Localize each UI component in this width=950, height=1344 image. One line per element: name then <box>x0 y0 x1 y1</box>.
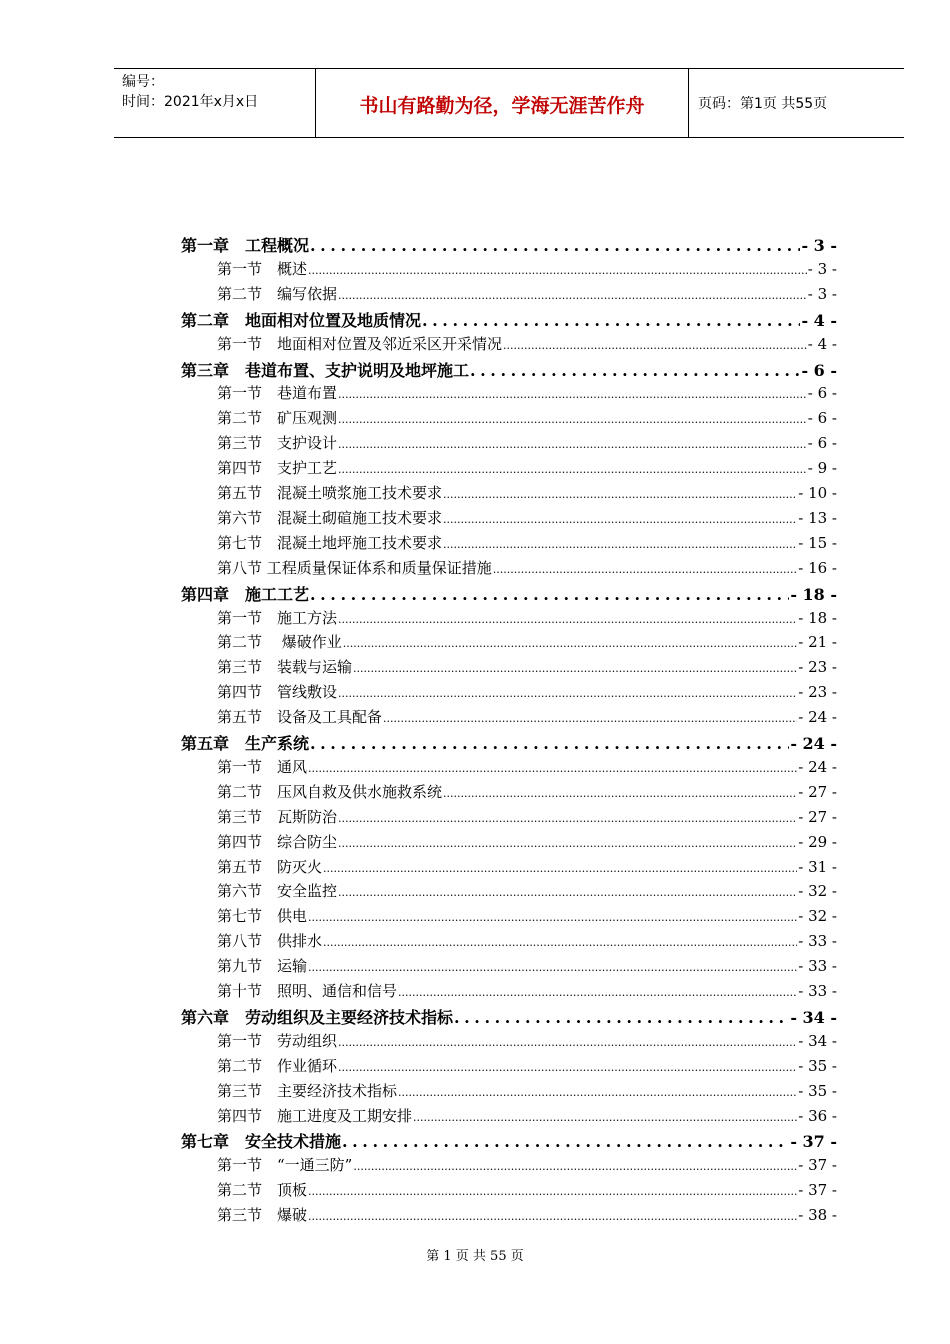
toc-entry-page: - 3 - <box>807 285 837 303</box>
toc-entry-title: 第五节 设备及工具配备 <box>217 708 383 726</box>
toc-dot-leader <box>338 609 797 627</box>
toc-section-entry[interactable] <box>217 905 837 929</box>
toc-entry-title: 第一节 地面相对位置及邻近采区开采情况 <box>217 335 503 353</box>
toc-dot-leader <box>308 907 797 925</box>
toc-chapter-entry[interactable] <box>181 582 837 606</box>
toc-dot-leader <box>443 509 797 527</box>
toc-dot-leader <box>338 459 807 477</box>
toc-section-entry[interactable] <box>217 407 837 431</box>
toc-dot-leader <box>470 361 800 380</box>
toc-entry-page: - 9 - <box>807 459 837 477</box>
toc-section-entry[interactable] <box>217 1030 837 1054</box>
toc-entry-title: 第六节 安全监控 <box>217 882 338 900</box>
toc-entry-page: - 23 - <box>798 658 837 676</box>
toc-entry-title: 第五章 生产系统 <box>181 734 310 753</box>
toc-entry-page: - 6 - <box>801 361 837 380</box>
toc-dot-leader <box>338 434 807 452</box>
toc-dot-leader <box>338 1057 797 1075</box>
toc-dot-leader <box>308 758 797 776</box>
toc-section-entry[interactable] <box>217 806 837 830</box>
toc-entry-title: 第六节 混凝土砌碹施工技术要求 <box>217 509 443 527</box>
toc-dot-leader <box>338 683 797 701</box>
toc-dot-leader <box>413 1107 797 1125</box>
toc-entry-page: - 34 - <box>790 1008 837 1027</box>
toc-dot-leader <box>338 285 807 303</box>
toc-section-entry[interactable] <box>217 1179 837 1203</box>
toc-entry-page: - 29 - <box>798 833 837 851</box>
toc-entry-title: 第二节 顶板 <box>217 1181 308 1199</box>
toc-dot-leader <box>353 658 797 676</box>
toc-dot-leader <box>398 1082 797 1100</box>
toc-section-entry[interactable] <box>217 980 837 1004</box>
toc-entry-title: 第一节 巷道布置 <box>217 384 338 402</box>
toc-entry-page: - 3 - <box>801 236 837 255</box>
toc-entry-page: - 6 - <box>807 409 837 427</box>
toc-entry-title: 第一节 通风 <box>217 758 308 776</box>
toc-entry-page: - 6 - <box>807 434 837 452</box>
toc-chapter-entry[interactable] <box>181 1129 837 1153</box>
toc-entry-title: 第八节 供排水 <box>217 932 323 950</box>
toc-dot-leader <box>443 783 797 801</box>
toc-entry-title: 第三节 装载与运输 <box>217 658 353 676</box>
toc-entry-page: - 33 - <box>798 982 837 1000</box>
toc-section-entry[interactable] <box>217 283 837 307</box>
toc-entry-title: 第三章 巷道布置、支护说明及地坪施工 <box>181 361 470 380</box>
header-motto-cell <box>316 69 689 137</box>
toc-entry-page: - 27 - <box>798 783 837 801</box>
toc-section-entry[interactable] <box>217 955 837 979</box>
toc-dot-leader <box>308 957 797 975</box>
toc-entry-title: 第八节 工程质量保证体系和质量保证措施 <box>217 559 492 577</box>
toc-entry-page: - 15 - <box>798 534 837 552</box>
toc-entry-page: - 18 - <box>798 609 837 627</box>
toc-entry-page: - 18 - <box>790 585 837 604</box>
toc-entry-page: - 13 - <box>798 509 837 527</box>
toc-entry-title: 第二节 矿压观测 <box>217 409 338 427</box>
toc-dot-leader <box>310 236 800 255</box>
toc-entry-page: - 33 - <box>798 932 837 950</box>
toc-entry-page: - 10 - <box>798 484 837 502</box>
toc-entry-page: - 31 - <box>798 858 837 876</box>
toc-entry-title: 第四节 综合防尘 <box>217 833 338 851</box>
toc-section-entry[interactable] <box>217 1105 837 1129</box>
toc-section-entry[interactable] <box>217 1055 837 1079</box>
header-motto: 书山有路勤为径，学海无涯苦作舟 <box>359 95 645 117</box>
toc-section-entry[interactable] <box>217 1154 837 1178</box>
toc-entry-page: - 27 - <box>798 808 837 826</box>
toc-chapter-entry[interactable] <box>181 308 837 332</box>
toc-dot-leader <box>310 734 789 753</box>
toc-dot-leader <box>308 1181 797 1199</box>
toc-dot-leader <box>343 633 797 651</box>
toc-entry-title: 第四节 管线敷设 <box>217 683 338 701</box>
toc-entry-title: 第一节 劳动组织 <box>217 1032 338 1050</box>
toc-entry-title: 第一节 概述 <box>217 260 308 278</box>
toc-entry-page: - 4 - <box>801 311 837 330</box>
toc-entry-title: 第四节 支护工艺 <box>217 459 338 477</box>
toc-dot-leader <box>338 808 797 826</box>
toc-dot-leader <box>342 1132 789 1151</box>
header-page-info: 页码：第1页 共55页 <box>698 96 828 112</box>
toc-section-entry[interactable] <box>217 532 837 556</box>
toc-section-entry[interactable] <box>217 856 837 880</box>
toc-section-entry[interactable] <box>217 432 837 456</box>
toc-entry-page: - 3 - <box>807 260 837 278</box>
toc-section-entry[interactable] <box>217 930 837 954</box>
toc-entry-title: 第二章 地面相对位置及地质情况 <box>181 311 422 330</box>
toc-dot-leader <box>338 409 807 427</box>
toc-entry-page: - 4 - <box>807 335 837 353</box>
toc-dot-leader <box>443 484 797 502</box>
toc-entry-page: - 36 - <box>798 1107 837 1125</box>
toc-entry-title: 第二节 作业循环 <box>217 1057 338 1075</box>
toc-entry-title: 第九节 运输 <box>217 957 308 975</box>
toc-dot-leader <box>503 335 807 353</box>
toc-section-entry[interactable] <box>217 258 837 282</box>
page-header <box>114 68 904 138</box>
toc-entry-title: 第六章 劳动组织及主要经济技术指标 <box>181 1008 454 1027</box>
toc-entry-page: - 33 - <box>798 957 837 975</box>
toc-section-entry[interactable] <box>217 880 837 904</box>
toc-entry-title: 第三节 瓦斯防治 <box>217 808 338 826</box>
toc-entry-title: 第二节 压风自救及供水施救系统 <box>217 783 443 801</box>
toc-entry-title: 第三节 主要经济技术指标 <box>217 1082 398 1100</box>
page-footer: 第 1 页 共 55 页 <box>426 1249 524 1264</box>
document-time-label: 时间：2021年x月x日 <box>122 94 259 110</box>
toc-entry-page: - 6 - <box>807 384 837 402</box>
toc-section-entry[interactable] <box>217 656 837 680</box>
toc-dot-leader <box>308 1206 797 1224</box>
toc-entry-title: 第五节 防灭火 <box>217 858 323 876</box>
toc-entry-title: 第一节 施工方法 <box>217 609 338 627</box>
toc-dot-leader <box>308 260 807 278</box>
toc-entry-page: - 24 - <box>798 708 837 726</box>
toc-entry-title: 第三节 支护设计 <box>217 434 338 452</box>
toc-entry-page: - 32 - <box>798 882 837 900</box>
toc-entry-page: - 35 - <box>798 1082 837 1100</box>
toc-entry-title: 第四章 施工工艺 <box>181 585 310 604</box>
toc-dot-leader <box>338 882 797 900</box>
toc-entry-page: - 24 - <box>798 758 837 776</box>
toc-entry-page: - 34 - <box>798 1032 837 1050</box>
toc-chapter-entry[interactable] <box>181 731 837 755</box>
toc-chapter-entry[interactable] <box>181 233 837 257</box>
toc-section-entry[interactable] <box>217 333 837 357</box>
toc-section-entry[interactable] <box>217 756 837 780</box>
toc-entry-page: - 35 - <box>798 1057 837 1075</box>
toc-dot-leader <box>310 585 789 604</box>
toc-entry-page: - 38 - <box>798 1206 837 1224</box>
toc-entry-title: 第三节 爆破 <box>217 1206 308 1224</box>
toc-section-entry[interactable] <box>217 1204 837 1228</box>
toc-dot-leader <box>338 833 797 851</box>
toc-dot-leader <box>338 1032 797 1050</box>
toc-dot-leader <box>443 534 797 552</box>
toc-section-entry[interactable] <box>217 457 837 481</box>
toc-entry-page: - 37 - <box>798 1156 837 1174</box>
toc-dot-leader <box>353 1156 797 1174</box>
document-number-label: 编号： <box>122 74 164 90</box>
toc-entry-title: 第五节 混凝土喷浆施工技术要求 <box>217 484 443 502</box>
toc-section-entry[interactable] <box>217 1080 837 1104</box>
toc-entry-title: 第二节 爆破作业 <box>217 633 342 651</box>
toc-dot-leader <box>454 1008 789 1027</box>
toc-entry-title: 第七节 混凝土地坪施工技术要求 <box>217 534 443 552</box>
toc-chapter-entry[interactable] <box>181 358 837 382</box>
toc-dot-leader <box>323 858 797 876</box>
toc-entry-page: - 37 - <box>790 1132 837 1151</box>
toc-entry-title: 第二节 编写依据 <box>217 285 338 303</box>
toc-entry-page: - 21 - <box>798 633 837 651</box>
toc-section-entry[interactable] <box>217 706 837 730</box>
toc-section-entry[interactable] <box>217 631 837 655</box>
toc-dot-leader <box>383 708 797 726</box>
toc-dot-leader <box>338 384 807 402</box>
toc-entry-page: - 24 - <box>790 734 837 753</box>
header-meta-cell <box>114 69 316 137</box>
toc-dot-leader <box>422 311 800 330</box>
toc-entry-page: - 23 - <box>798 683 837 701</box>
toc-section-entry[interactable] <box>217 507 837 531</box>
toc-dot-leader <box>493 559 797 577</box>
toc-entry-page: - 37 - <box>798 1181 837 1199</box>
toc-entry-title: 第七章 安全技术措施 <box>181 1132 342 1151</box>
toc-entry-title: 第一章 工程概况 <box>181 236 310 255</box>
toc-entry-title: 第四节 施工进度及工期安排 <box>217 1107 413 1125</box>
toc-section-entry[interactable] <box>217 781 837 805</box>
toc-entry-title: 第十节 照明、通信和信号 <box>217 982 398 1000</box>
toc-dot-leader <box>323 932 797 950</box>
toc-entry-page: - 32 - <box>798 907 837 925</box>
toc-entry-title: 第七节 供电 <box>217 907 308 925</box>
header-page-cell <box>689 69 904 137</box>
toc-entry-page: - 16 - <box>798 559 837 577</box>
toc-section-entry[interactable] <box>217 482 837 506</box>
toc-section-entry[interactable] <box>217 831 837 855</box>
toc-section-entry[interactable] <box>217 382 837 406</box>
toc-section-entry[interactable] <box>217 607 837 631</box>
toc-entry-title: 第一节 “一通三防” <box>217 1156 353 1174</box>
toc-chapter-entry[interactable] <box>181 1005 837 1029</box>
toc-section-entry[interactable] <box>217 681 837 705</box>
toc-section-entry[interactable] <box>217 557 837 581</box>
toc-dot-leader <box>398 982 797 1000</box>
